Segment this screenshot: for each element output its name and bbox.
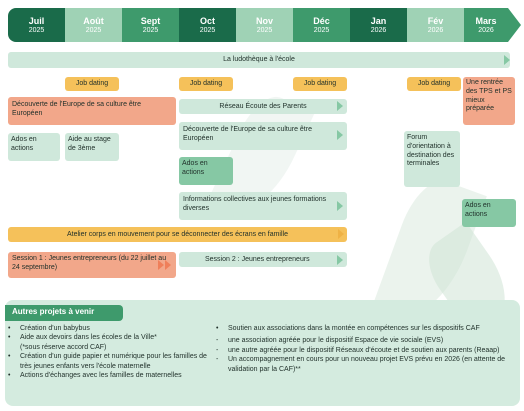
list-item-text: Actions d'échanges avec les familles de maternelles [20,372,182,380]
list-item-text: Soutien aux associations dans la montée en compétences sur les dispositifs CAF [228,325,480,332]
atelier-label: Atelier corps en mouvement pour se déconnecter des écrans en famille [66,231,288,238]
list-item-text: Création d'un babybus [20,325,90,332]
arrow-icon [337,255,343,265]
bullet-icon: • [8,372,11,380]
arrow-icon [337,130,343,140]
month-year: 2025 [85,27,102,34]
arrow-icon [337,201,343,211]
ludotheque-label: La ludothèque à l'école [223,56,295,63]
ados-label: Ados en actions [182,160,208,176]
ados-actions-box-3 [462,199,516,227]
list-item-text: une autre agréée pour le dispositif Réseaux d'écoute et de soutien aux parents (Reaap) [228,346,500,354]
bullet-icon: • [8,334,11,342]
stage-label: Aide au stage de 3ème [68,136,111,152]
left-project-list [8,324,208,381]
europe-culture-bar-1 [8,97,176,125]
job-dating-label: Job dating [75,80,109,87]
ados-label: Ados en actions [11,136,37,152]
list-item [216,346,516,355]
atelier-corps-bar [8,227,347,242]
forum-orientation-box [404,131,460,187]
job-dating-oct [179,77,233,91]
info-label: Informations collectives aux jeunes formations diverses [183,196,327,212]
europe-culture-bar-2 [179,122,347,150]
right-project-list [216,324,516,374]
month-year: 2026 [370,27,387,34]
month-aout [65,8,122,42]
job-dating-fev [407,77,461,91]
job-dating-label: Job dating [417,80,451,87]
aide-stage-box [65,133,119,161]
month-name: Juil [28,16,45,26]
list-item-text: (*sous réserve accord CAF) [20,343,107,351]
job-dating-label: Job dating [189,80,223,87]
forum-label: Forum d'orientation à destination des terminales [407,134,455,168]
month-year: 2025 [199,27,216,34]
month-year: 2026 [478,27,494,34]
month-mars [464,8,508,42]
ludotheque-bar [8,52,510,68]
month-year: 2025 [28,27,45,34]
job-dating-label: Job dating [303,80,337,87]
month-nov [236,8,293,42]
list-item [8,352,208,371]
month-sept [122,8,179,42]
list-item [216,355,516,374]
reseau-label: Réseau Écoute des Parents [219,103,307,110]
list-item-text: Création d'un guide papier et numérique pour les familles de très jeunes enfants vers l'école maternelle [20,353,207,370]
timeline-arrow-head [508,8,521,42]
list-item [8,333,208,342]
bullet-icon: • [8,325,11,332]
session1-label: Session 1 : Jeunes entrepreneurs (du 22 juillet au 24 septembre) [12,255,167,271]
rentree-tps-ps-box [463,77,515,125]
month-year: 2026 [427,27,444,34]
list-item-text: une association agréée pour le dispositif Espace de vie sociale (EVS) [228,337,444,345]
arrow-icon [337,101,343,111]
list-item-text: Aide aux devoirs dans les écoles de la Ville* [20,334,157,342]
list-item [8,371,208,380]
month-name: Fév [427,16,444,26]
month-fev [407,8,464,42]
month-name: Mars [475,16,497,26]
dash-icon: - [216,356,219,364]
info-collectives-bar [179,192,347,220]
session2-bar [179,252,347,267]
ados-actions-box-2 [179,157,233,185]
rentree-label: Une rentrée des TPS et PS mieux préparée [466,79,512,113]
job-dating-dec [293,77,347,91]
ados-label: Ados en actions [465,202,491,218]
europe-label: Découverte de l'Europe de sa culture être Européen [12,101,141,117]
month-year: 2025 [256,27,273,34]
month-name: Nov [255,16,273,26]
session1-bar [8,252,176,278]
dash-icon: - [216,346,219,354]
list-item [8,343,208,352]
list-item [8,324,208,333]
list-item-text: Un accompagnement en cours pour un nouveau projet EVS prévu en 2026 (en attente de validation par la CAF)** [228,356,506,373]
list-item [216,336,516,345]
session2-label: Session 2 : Jeunes entrepreneurs [205,256,310,263]
month-dec [293,8,350,42]
dash-icon: - [216,337,219,345]
bullet-icon: • [8,353,11,361]
month-year: 2025 [142,27,159,34]
reseau-ecoute-bar [179,99,347,114]
arrow-icon [338,229,344,239]
double-arrow-icon [158,260,164,270]
month-name: Août [83,16,104,26]
month-juil [8,8,65,42]
month-name: Jan [370,16,387,26]
month-oct [179,8,236,42]
bullet-icon: • [216,325,219,332]
double-arrow-icon [165,260,171,270]
europe-label: Découverte de l'Europe de sa culture être Européen [183,126,312,142]
ados-actions-box-1 [8,133,60,161]
arrow-icon [504,55,510,65]
month-name: Sept [140,16,161,26]
autres-projets-title: Autres projets à venir [12,307,95,316]
month-jan [350,8,407,42]
month-name: Déc [313,16,330,26]
list-item [216,324,516,333]
month-year: 2025 [313,27,330,34]
job-dating-sept [65,77,119,91]
month-name: Oct [199,16,215,26]
